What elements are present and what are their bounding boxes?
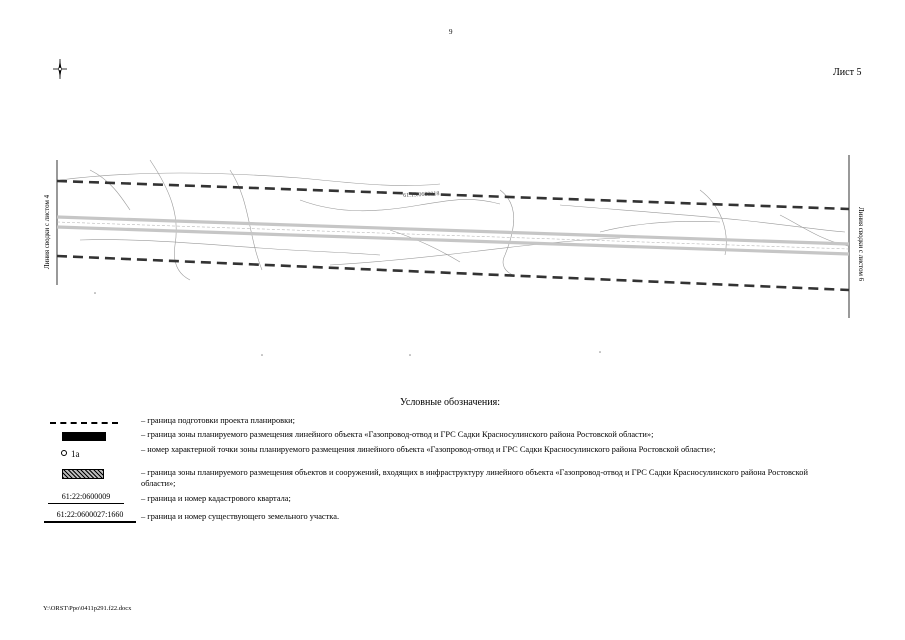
plot-number-label: 61:22:0600027:1660: [56, 510, 124, 519]
legend-symbol-black-bar: [40, 430, 130, 444]
legend-title: Условные обозначения:: [400, 397, 501, 408]
cadastral-quarter-label: 61:15:0600018: [403, 191, 440, 199]
legend-text: – номер характерной точки зоны планируемого размещения линейного объекта «Газопровод-отвод и ГРС Садки Красносулинского района Ростовской области»;: [141, 445, 716, 454]
map-marks: [94, 292, 601, 356]
quarter-number-label: 61:22:0600009: [61, 492, 111, 501]
legend-text: – граница и номер кадастрового квартала;: [141, 494, 291, 503]
left-join-label: Линия сводки с листом 4: [43, 194, 51, 270]
legend-item-planning-boundary: [28, 416, 858, 430]
legend-text: – граница зоны планируемого размещения линейного объекта «Газопровод-отвод и ГРС Садки Красносулинского района Ростовской области»;: [141, 430, 654, 439]
legend-text: – граница зоны планируемого размещения объектов и сооружений, входящих в инфраструктуру линейного объекта «Газопровод-отвод и ГРС Садки Красносулинского района Ростовской области»;: [141, 468, 808, 488]
point-marker-icon: [61, 450, 67, 456]
legend-symbol-quarter: [40, 494, 130, 508]
legend-symbol-hatched-box: [40, 468, 130, 482]
footer-file-path: Y:\ORST\Ppo\0411p291.f22.docx: [43, 605, 132, 612]
legend-symbol-dashed-line: [40, 416, 130, 430]
point-number-label: 1а: [71, 449, 80, 459]
legend-item-cadastral-quarter: [28, 494, 858, 508]
legend-item-land-plot: [28, 512, 858, 526]
legend-text: – граница и номер существующего земельного участка.: [141, 512, 340, 521]
legend-item-linear-object-zone: [28, 430, 858, 444]
legend-symbol-plot: [40, 512, 130, 526]
page-number: 9: [449, 28, 453, 36]
legend-text: – граница подготовки проекта планировки;: [141, 416, 295, 425]
right-join-label: Линия сводки с листом 6: [857, 206, 865, 282]
legend-symbol-point: [40, 445, 130, 459]
legend-item-infrastructure-zone: [28, 468, 858, 488]
sheet-label: Лист 5: [833, 67, 862, 78]
legend-item-characteristic-point: [28, 445, 858, 459]
